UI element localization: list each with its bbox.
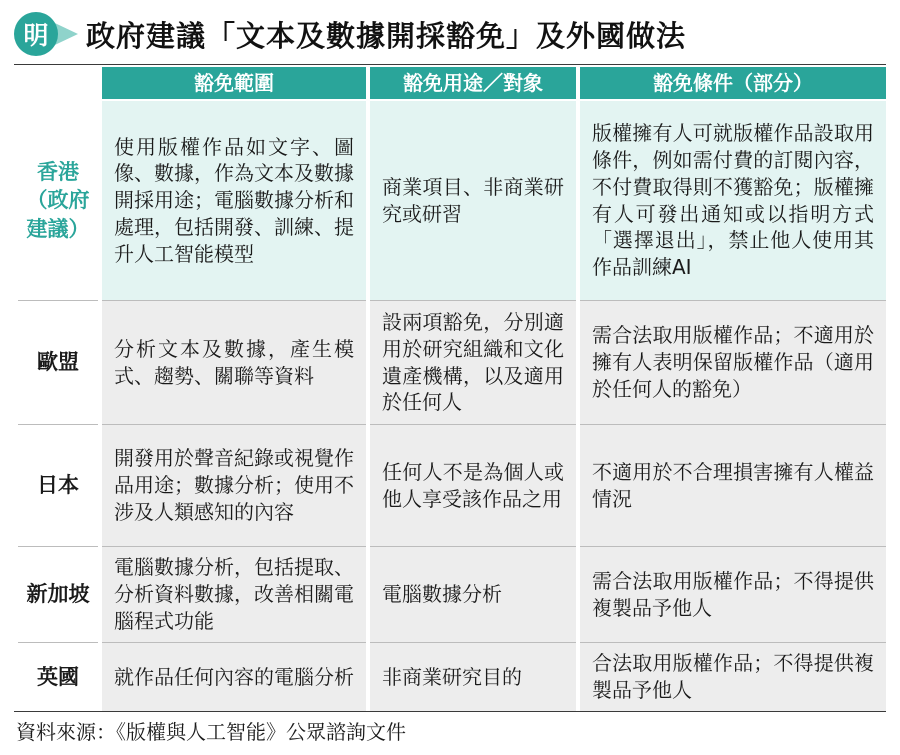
row-region: 英國: [37, 664, 79, 689]
table-row-singapore: [18, 547, 886, 643]
row-region: 新加坡: [18, 547, 98, 643]
cell-purpose: 任何人不是為個人或他人享受該作品之用: [370, 425, 576, 547]
cell-scope: 分析文本及數據，產生模式、趨勢、關聯等資料: [102, 301, 366, 425]
header-corner: [18, 67, 98, 101]
top-rule: [14, 64, 886, 65]
cell-conditions: 需合法取用版權作品；不得提供複製品予他人: [580, 547, 886, 643]
row-region: 日本: [18, 425, 98, 547]
header-conditions: 豁免條件（部分）: [580, 67, 886, 101]
cell-conditions: 不適用於不合理損害擁有人權益情況: [580, 425, 886, 547]
table-row-eu: [18, 301, 886, 425]
table-row-uk: [18, 643, 886, 711]
header-scope: 豁免範圍: [102, 67, 366, 101]
cell-scope: 使用版權作品如文字、圖像、數據，作為文本及數據開採用途；電腦數據分析和處理，包括開發、訓練、提升人工智能模型: [102, 101, 366, 301]
cell-conditions: 需合法取用版權作品；不適用於擁有人表明保留版權作品（適用於任何人的豁免）: [580, 301, 886, 425]
cell-conditions: 合法取用版權作品；不得提供複製品予他人: [580, 643, 886, 711]
bottom-rule: [14, 711, 886, 712]
cell-scope: 就作品任何內容的電腦分析: [102, 643, 366, 711]
logo-glyph: 明: [14, 12, 58, 56]
header-row: [18, 67, 886, 101]
cell-conditions: 版權擁有人可就版權作品設取用條件，例如需付費的訂閱內容，不付費取得則不獲豁免；版權擁有人可發出通知或以指明方式「選擇退出」，禁止他人使用其作品訓練AI: [580, 101, 886, 301]
source-note: 資料來源：《版權與人工智能》公眾諮詢文件: [16, 720, 406, 744]
title-bar: [14, 8, 886, 60]
comparison-table: [14, 67, 890, 711]
table-row-japan: [18, 425, 886, 547]
cell-purpose: 非商業研究目的: [370, 643, 576, 711]
cell-purpose: 設兩項豁免，分別適用於研究組織和文化遺產機構，以及適用於任何人: [370, 301, 576, 425]
row-region: 歐盟: [18, 301, 98, 425]
row-region: 香港（政府建議）: [18, 101, 98, 301]
cell-scope: 開發用於聲音紀錄或視覺作品用途；數據分析；使用不涉及人類感知的內容: [102, 425, 366, 547]
cell-purpose: 電腦數據分析: [370, 547, 576, 643]
ming-pao-logo: [14, 12, 78, 56]
header-purpose: 豁免用途／對象: [370, 67, 576, 101]
page-title: 政府建議「文本及數據開採豁免」及外國做法: [86, 18, 687, 53]
table-row-hong-kong: [18, 101, 886, 301]
cell-purpose: 商業項目、非商業研究或研習: [370, 101, 576, 301]
cell-scope: 電腦數據分析，包括提取、分析資料數據，改善相關電腦程式功能: [102, 547, 366, 643]
